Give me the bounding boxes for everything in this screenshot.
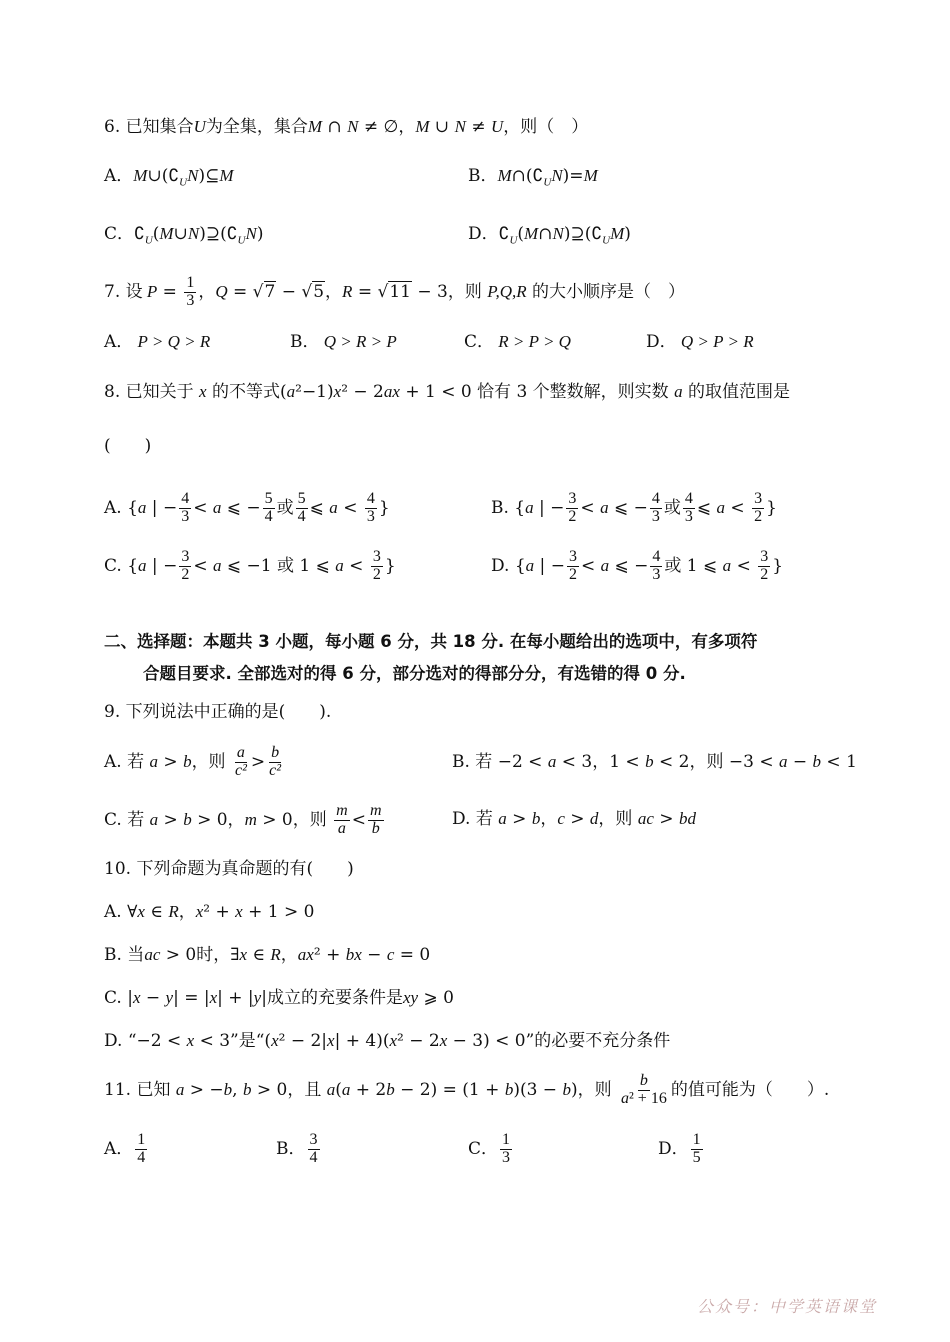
q7-option-c: C． R > P > Q (464, 332, 571, 352)
q8-paren: ( ) (104, 436, 152, 456)
q9-option-c: C. 若 a > b > 0，m > 0，则 $\frac{m}{a}$ < $\frac{m}{b}$ (104, 802, 382, 837)
q8-option-a: A. {a | − $\frac{4}{3}$ < a ⩽ − $\frac{5}{4}$ 或 $\frac{5}{4}$ ⩽ a < $\frac{4}{3}$ } (104, 490, 390, 525)
q10-option-a: A. ∀x ∈ R，x² + x + 1 > 0 (104, 902, 315, 922)
q9-option-d: D. 若 a > b，c > d，则 ac > bd (452, 809, 696, 829)
q9-stem: 9. 下列说法中正确的是( ). (104, 702, 332, 722)
q7-option-a: A． P > Q > R (104, 332, 211, 352)
q6-option-b: B．$M\cap(∁_UN)=M$ (468, 166, 598, 189)
q6-stem (104, 115, 588, 139)
q11-stem: 11. 已知 a > −b, b > 0，且 a(a + 2b − 2) = (1 + b)(3 − b)，则 $\frac{b}{\text{a² + 16}}$ 的值可能为（ ）. (104, 1072, 830, 1107)
section2-heading-line1: 二、选择题：本题共 3 小题，每小题 6 分，共 18 分. 在每小题给出的选项中，有多项符 (104, 632, 758, 651)
q6-option-d: D．$∁_U(M\cap N)⊇(∁_UM)$ (468, 224, 631, 247)
q8-option-d: D. {a | − $\frac{3}{2}$ < a ⩽ − $\frac{4}{3}$ 或 1 ⩽ a < $\frac{3}{2}$ } (491, 548, 784, 583)
q6-option-a: A．$M\cup(∁_UN)⊆M$ (104, 166, 234, 189)
q7-stem: 7. 设 P = $\frac{1}{3}$ ，Q = √7 − √5，R = √11 − 3，则 P,Q,R 的大小顺序是（ ） (104, 274, 686, 309)
q10-option-c: C. |x − y| = |x| + |y|成立的充要条件是xy ⩾ 0 (104, 988, 454, 1008)
q8-stem: 8. 已知关于 x 的不等式(a²−1)x² − 2ax + 1 < 0 恰有 3 个整数解，则实数 a 的取值范围是 (104, 382, 790, 402)
q7-p-fraction: $\frac{1}{3}$ (186, 274, 195, 309)
q9-option-a: A. 若 a > b，则 $\frac{a}{\text{c²}}$ > $\frac{b}{\text{c²}}$ (104, 744, 282, 779)
q11-option-a: A． $\frac{1}{4}$ (104, 1131, 146, 1166)
q8-option-c: C. {a | − $\frac{3}{2}$ < a ⩽ −1 或 1 ⩽ a < $\frac{3}{2}$ } (104, 548, 396, 583)
q6-stem-text: 6. 已知集合U为全集，集合M ∩ N ≠ ∅，M ∪ N ≠ U，则（ ） (104, 117, 589, 137)
q10-option-b: B. 当ac > 0时，∃x ∈ R，ax² + bx − c = 0 (104, 945, 431, 965)
q11-option-d: D． $\frac{1}{5}$ (658, 1131, 701, 1166)
watermark: 公众号：中学英语课堂 (697, 1297, 878, 1316)
q9-option-b: B. 若 −2 < a < 3，1 < b < 2，则 −3 < a − b < 1 (452, 752, 857, 772)
q7-prefix: 7. 设 (104, 282, 143, 302)
q11-option-c: C． $\frac{1}{3}$ (468, 1131, 511, 1166)
q7-option-d: D． Q > P > R (646, 332, 754, 352)
q11-option-b: B． $\frac{3}{4}$ (276, 1131, 318, 1166)
q10-option-d: D. “−2 < x < 3”是“(x² − 2|x| + 4)(x² − 2x − 3) < 0”的必要不充分条件 (104, 1031, 671, 1051)
q6-option-c: C．$∁_U(M\cup N)⊇(∁_UN)$ (104, 224, 264, 247)
q10-stem: 10. 下列命题为真命题的有( ) (104, 859, 354, 879)
q8-option-b: B. {a | − $\frac{3}{2}$ < a ⩽ − $\frac{4}{3}$ 或 $\frac{4}{3}$ ⩽ a < $\frac{3}{2}$ } (491, 490, 777, 525)
section2-heading-line2: 合题目要求. 全部选对的得 6 分，部分选对的得部分分，有选错的得 0 分. (143, 664, 686, 683)
q7-option-b: B． Q > R > P (290, 332, 397, 352)
